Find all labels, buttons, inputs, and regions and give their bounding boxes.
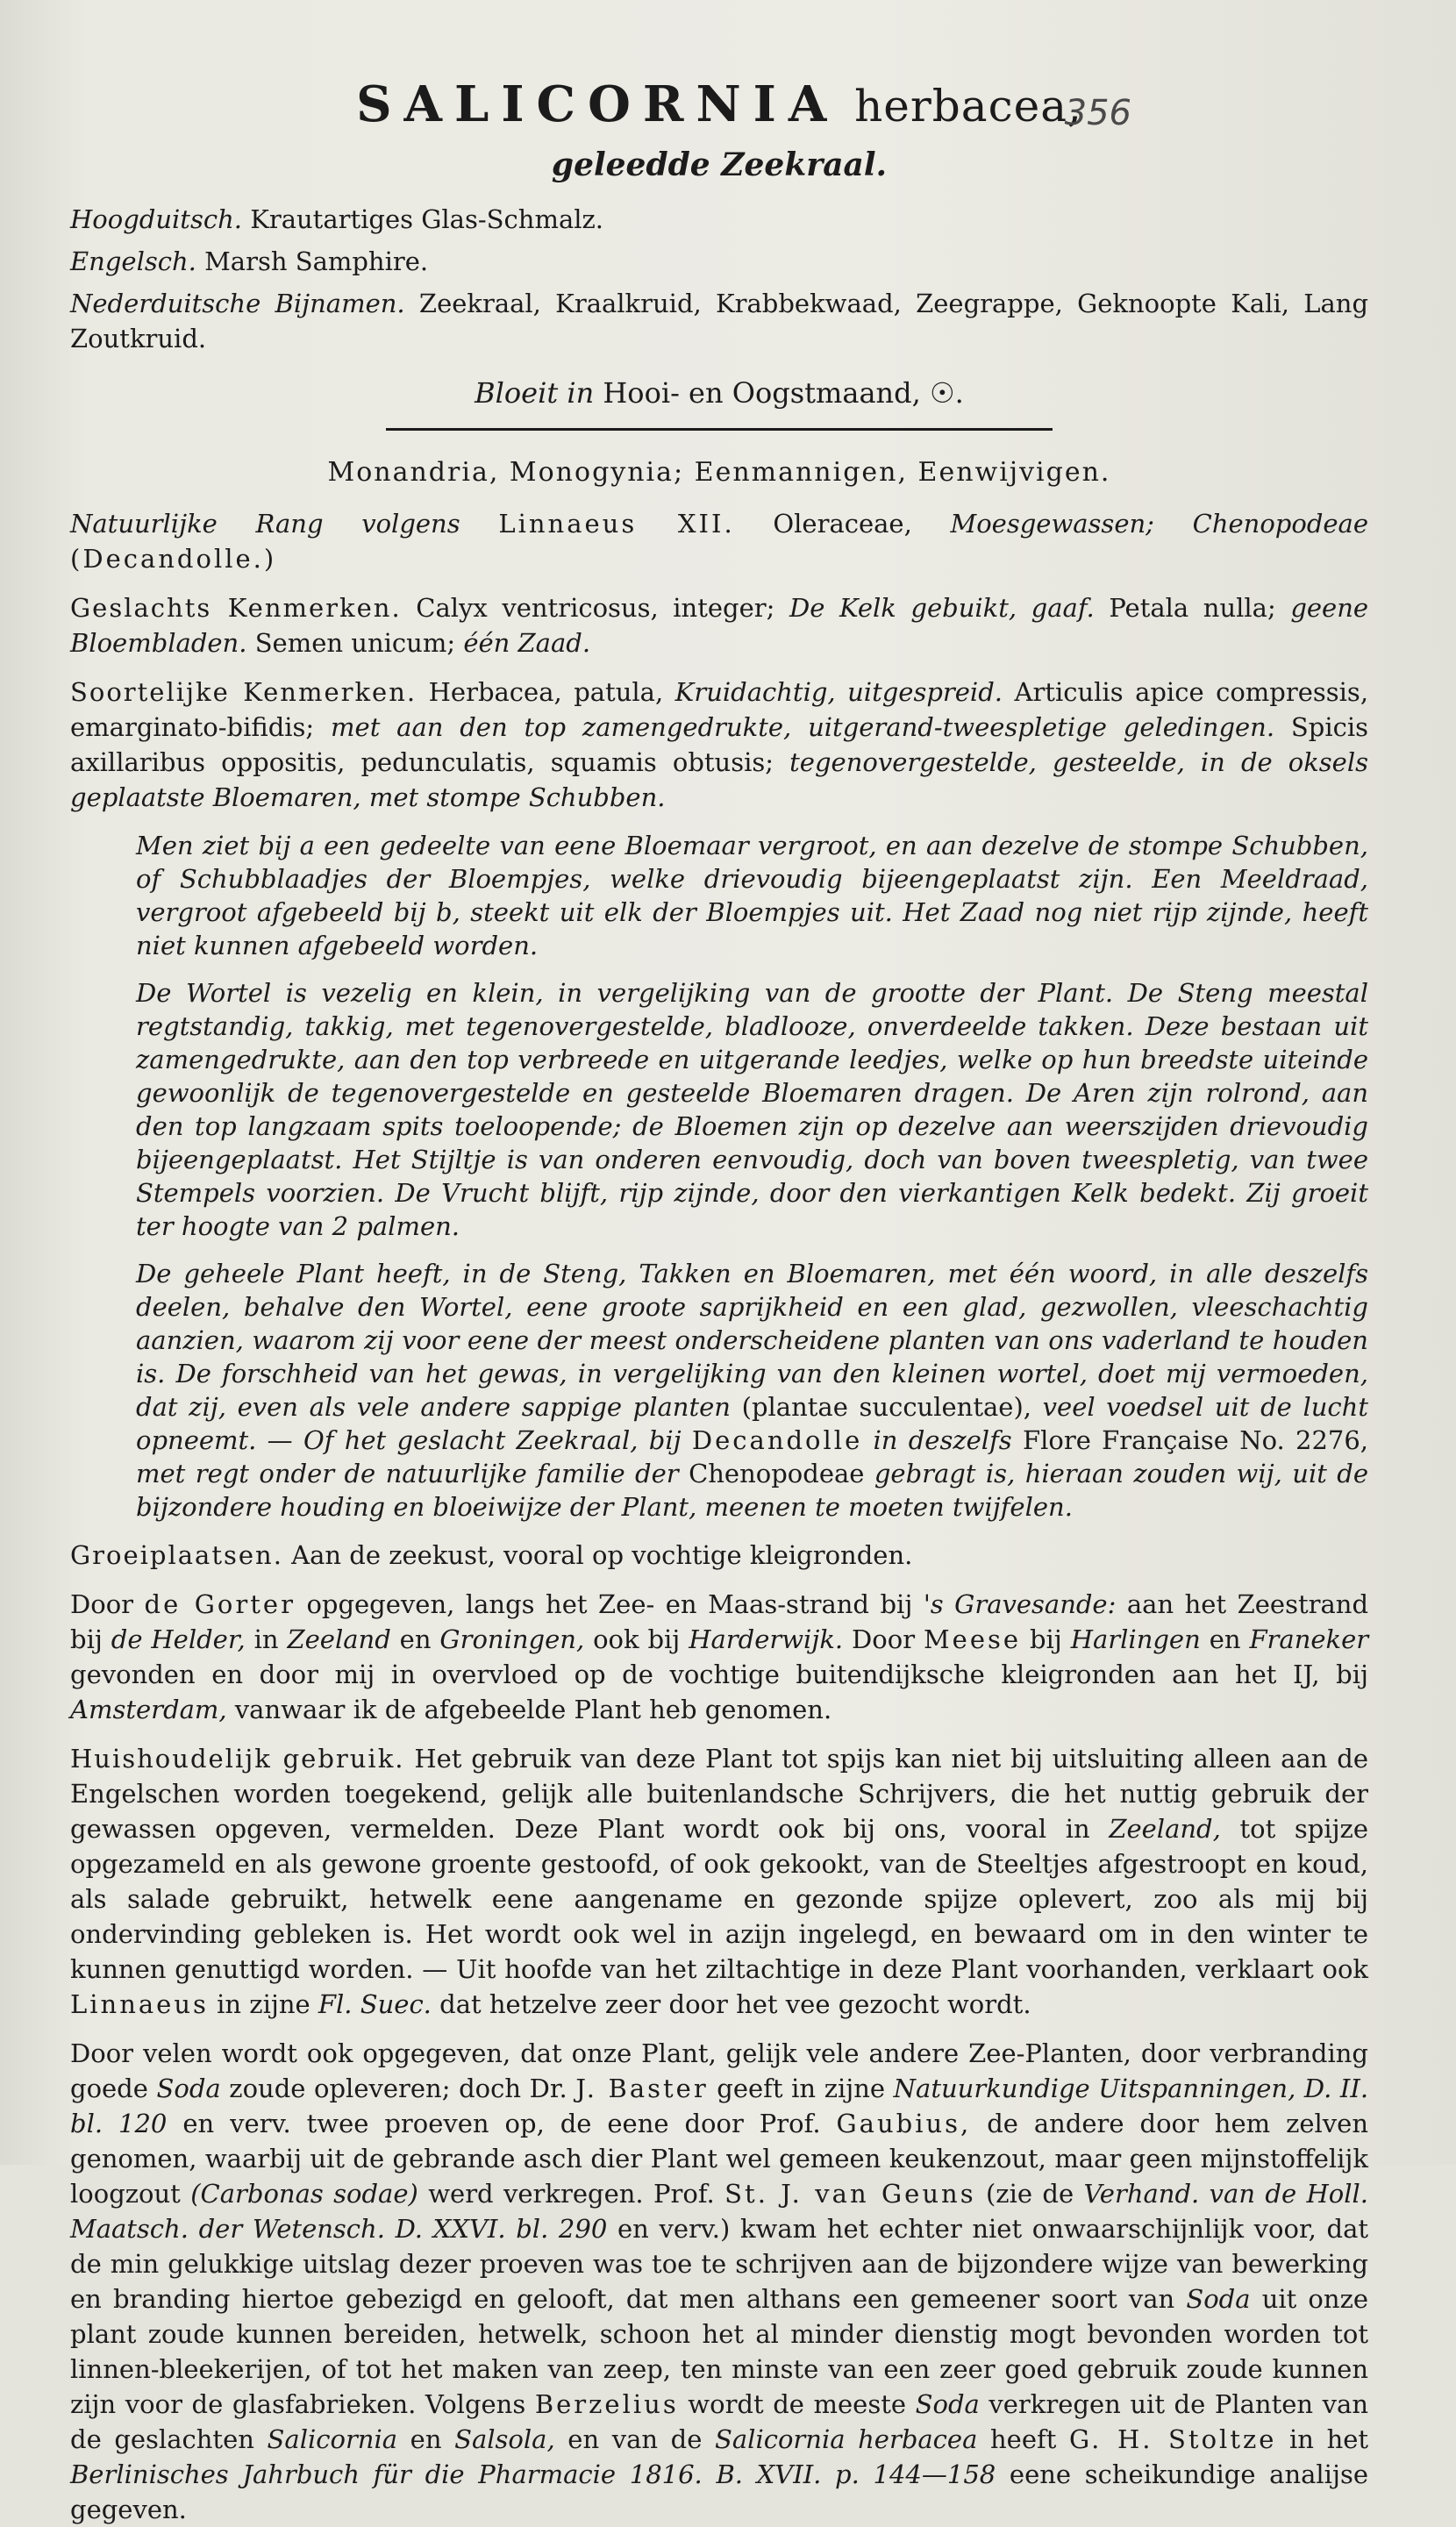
soda-part: en verv. twee proeven op, de eene door Prof.: [182, 2109, 821, 2138]
natural-rank-author: Linnaeus XII.: [498, 509, 735, 539]
soda-part: Salicornia: [267, 2424, 398, 2454]
natural-rank-dutch: Moesgewassen;: [950, 509, 1154, 539]
natural-rank-text: Oleraceae,: [773, 509, 912, 539]
household-part: dat hetzelve zeer door het vee gezocht wordt.: [439, 1989, 1031, 2019]
household-part: Fl. Suec.: [318, 1989, 432, 2019]
soda-part: Soda: [156, 2074, 221, 2103]
soda-part: werd verkregen. Prof.: [428, 2179, 715, 2209]
locality-part: en: [399, 1624, 432, 1654]
genus-char-latin-2: Petala nulla;: [1109, 593, 1276, 623]
note3-part: veel voedsel uit de lucht opneemt. — Of het geslacht Zeekraal, bij: [136, 1392, 1368, 1455]
soda-part: verkregen uit de Planten van de geslachten: [70, 2389, 1369, 2454]
genus-char-latin-3: Semen unicum;: [254, 628, 456, 658]
locality-part: ook bij: [593, 1624, 681, 1654]
locality-part: aan het Zeestrand bij: [70, 1589, 1369, 1654]
soda-part: eene scheikundige analijse gegeven.: [70, 2459, 1368, 2524]
note-plant-description: De Wortel is vezelig en klein, in vergelijking van de grootte der Plant. De Steng meestal regtstandig, takkig, met tegenovergestelde, bladlooze, onverdeelde takken. Deze bestaan uit zamengedrukte, aan den top verbreede en uitgerande leedjes, welke op hun breedste uiteinde gewoonlijk de tegenovergestelde en gesteelde Bloemaren dragen. De Aren zijn rolrond, aan den top langzaam spits toeloopende; de Bloemen zijn op dezelve aan weerszijden drievoudig bijeengeplaatst. Het Stijltje is van onderen eenvoudig, doch van boven tweespletig, van twee Stempels voorzien. De Vrucht blijft, rijp zijnde, door den vierkantigen Kelk bedekt. Zij groeit ter hoogte van 2 palmen.: [136, 978, 1368, 1241]
soda-part: St. J. van Geuns: [724, 2179, 976, 2209]
horizontal-rule: [386, 428, 1053, 431]
page-title: [70, 74, 1368, 137]
household-part: tot spijze opgezameld en als gewone groente gestoofd, of ook gekookt, van de Steeltjes afgestroopt en koud, als salade gebruikt, hetwelk eene aangename en gezonde spijze oplevert, zoo als mij bij ondervinding gebleken is. Het wordt ook wel in azijn ingelegd, en bewaard om in den winter te kunnen genuttigd worden. — Uit hoofde van het ziltachtige in deze Plant voorhanden, verklaart ook: [70, 1814, 1368, 1984]
natural-rank-label: Natuurlijke Rang volgens: [70, 509, 460, 539]
genus-characters-label: Geslachts Kenmerken.: [70, 593, 402, 623]
soda-part: de andere door hem zelven genomen, waarbij uit de gebrande asch dier Plant wel gemeen keukenzout, maar geen mijnstoffelijk loogzout: [70, 2109, 1369, 2209]
soda-part: Door velen wordt ook opgegeven, dat onze Plant, gelijk vele andere Zee-Planten, door verbranding goede: [70, 2038, 1368, 2103]
soda-part: (zie de: [985, 2179, 1074, 2209]
genus-char-dutch-3: één Zaad.: [463, 628, 591, 658]
habitat: [70, 1538, 1368, 1573]
annual-symbol: ☉.: [929, 376, 964, 410]
dutch-common-name: geleedde Zeekraal.: [551, 146, 888, 183]
natural-rank-family: Chenopodeae: [1192, 509, 1368, 539]
species-name: herbacea,: [854, 81, 1082, 132]
locality-part: vanwaar ik de afgebeelde Plant heb genomen.: [234, 1695, 832, 1724]
soda-part: G. H. Stoltze: [1069, 2424, 1277, 2454]
flowering-prefix: Bloeit in: [475, 376, 595, 410]
genus-characters: [70, 590, 1368, 660]
species-char-latin-1: Herbacea, patula,: [428, 677, 664, 707]
locality-part: Franeker: [1249, 1624, 1369, 1654]
species-char-latin-2: Articulis apice compressis, emarginato-bifidis;: [70, 677, 1369, 742]
locality-part: 's Gravesande:: [923, 1589, 1117, 1619]
locality-part: Door: [70, 1589, 134, 1619]
note3-part: Flore Française No. 2276,: [1022, 1425, 1369, 1455]
soda-part: Gaubius,: [836, 2109, 972, 2138]
note3-part: Decandolle: [691, 1425, 863, 1455]
locality-part: Zeeland: [287, 1624, 391, 1654]
locality-part: gevonden en door mij in overvloed op de vochtige buitendijksche kleigronden aan het IJ, bij: [70, 1660, 1368, 1689]
habitat-localities: [70, 1587, 1368, 1727]
locality-part: Door: [852, 1624, 916, 1654]
household-part: Zeeland,: [1109, 1814, 1221, 1844]
note3-part: in deszelfs: [873, 1425, 1012, 1455]
genus-char-latin-1: Calyx ventricosus, integer;: [416, 593, 775, 623]
soda-part: Verhand. van de Holl. Maatsch. der Wetensch. D. XXVI. bl. 290: [70, 2179, 1369, 2244]
species-characters-label: Soortelijke Kenmerken.: [70, 677, 418, 707]
english-name: Marsh Samphire.: [204, 246, 429, 276]
species-char-latin-3: Spicis axillaribus oppositis, pedunculatis, squamis obtusis;: [70, 712, 1368, 777]
english-name-line: [70, 244, 1368, 279]
vernacular-names: [70, 202, 1368, 356]
locality-part: Harderwijk.: [689, 1624, 844, 1654]
species-char-dutch-3: tegenovergestelde, gesteelde, in de oksels geplaatste Bloemaren, met stompe Schubben.: [70, 747, 1368, 812]
german-name-line: [70, 202, 1368, 237]
locality-part: Amsterdam,: [70, 1695, 227, 1724]
locality-part: bij: [1029, 1624, 1062, 1654]
soda-part: (Carbonas sodae): [190, 2179, 418, 2209]
species-char-dutch-2: met aan den top zamengedrukte, uitgerand-tweespletige geledingen.: [331, 712, 1275, 742]
locality-part: de Gorter: [144, 1589, 296, 1619]
soda-part: en verv.) kwam het echter niet onwaarschijnlijk voor, dat de min gelukkige uitslag dezer proeven was toe te schrijven aan de bijzondere wijze van bewerking en branding hiertoe gebezigd en gelooft, dat men althans een gemeener soort van: [70, 2214, 1369, 2314]
locality-part: en: [1209, 1624, 1241, 1654]
locality-part: Meese: [923, 1624, 1022, 1654]
dutch-label: Nederduitsche Bijnamen.: [70, 289, 405, 318]
locality-part: Groningen,: [439, 1624, 585, 1654]
soda-part: en: [410, 2424, 442, 2454]
soda-part: geeft in zijne: [717, 2074, 886, 2103]
soda-part: Berzelius: [534, 2389, 679, 2419]
handwritten-page-number: 356: [1064, 93, 1131, 133]
dutch-names-line: [70, 286, 1368, 356]
soda-part: Soda: [1186, 2284, 1251, 2314]
soda-part: en van de: [567, 2424, 703, 2454]
linnaean-classification: Monandria, Monogynia; Eenmannigen, Eenwijvigen.: [327, 457, 1111, 488]
habitat-label: Groeiplaatsen.: [70, 1540, 283, 1570]
household-part: in zijne: [217, 1989, 310, 2019]
household-part: Linnaeus: [70, 1989, 209, 2019]
soda-part: J. Baster: [575, 2074, 709, 2103]
household-use: [70, 1741, 1368, 2022]
note3-part: met regt onder de natuurlijke familie der: [136, 1459, 679, 1488]
soda-paragraph: [70, 2036, 1368, 2527]
genus-name: SALICORNIA: [356, 75, 839, 133]
genus-char-dutch-1: De Kelk gebuikt, gaaf.: [789, 593, 1095, 623]
note-figure-description: Men ziet bij a een gedeelte van eene Bloemaar vergroot, en aan dezelve de stompe Schubben, of Schubblaadjes der Bloempjes, welke drievoudig bijeengeplaatst zijn. Een Meeldraad, vergroot afgebeeld bij b, steekt uit elk der Bloempjes uit. Het Zaad nog niet rijp zijnde, heeft niet kunnen afgebeeld worden.: [136, 831, 1368, 960]
soda-part: Berlinisches Jahrbuch für die Pharmacie 1816. B. XVII. p. 144—158: [70, 2459, 996, 2489]
soda-part: Salicornia herbacea: [715, 2424, 978, 2454]
dutch-names: Zeekraal, Kraalkruid, Krabbekwaad, Zeegrappe, Geknoopte Kali, Lang Zoutkruid.: [70, 289, 1369, 353]
soda-part: wordt de meeste: [688, 2389, 907, 2419]
english-label: Engelsch.: [70, 246, 196, 276]
soda-part: Natuurkundige Uitspanningen, D. II. bl. 120: [70, 2074, 1369, 2138]
soda-part: uit onze plant zoude kunnen bereiden, hetwelk, schoon het al minder dienstig mogt bevonden worden tot linnen-bleekerijen, of tot het maken van zeep, ten minste van een zeer goed gebruik zoude kunnen zijn voor de glasfabrieken. Volgens: [70, 2284, 1369, 2419]
note3-part: Chenopodeae: [689, 1459, 865, 1488]
german-name: Krautartiges Glas-Schmalz.: [250, 204, 604, 234]
household-part: Het gebruik van deze Plant tot spijs kan niet bij uitsluiting alleen aan de Engelschen worden toegekend, gelijk alle buitenlandsche Schrijvers, die het nuttig gebruik der gewassen opgeven, vermelden. Deze Plant wordt ook bij ons, vooral in: [70, 1744, 1368, 1844]
flowering-time: [70, 375, 1368, 410]
german-label: Hoogduitsch.: [70, 204, 242, 234]
habitat-text: Aan de zeekust, vooral op vochtige kleigronden.: [291, 1540, 913, 1570]
locality-part: Harlingen: [1070, 1624, 1201, 1654]
flowering-months: Hooi- en Oogstmaand,: [603, 376, 921, 410]
natural-rank: [70, 506, 1368, 576]
note3-part: (plantae succulentae),: [741, 1392, 1031, 1422]
note-plant-character: [70, 1257, 1368, 1524]
locality-part: de Helder,: [111, 1624, 246, 1654]
natural-rank-decandolle: (Decandolle.): [70, 544, 277, 574]
note3-part: De geheele Plant heeft, in de Steng, Takken en Bloemaren, met één woord, in alle deszelfs deelen, behalve den Wortel, eene groote saprijkheid en een glad, gezwollen, vleeschachtig aanzien, waarom zij voor eene der meest onderscheidene planten van ons vaderland te houden is. De forschheid van het gewas, in vergelijking van den kleinen wortel, doet mij vermoeden, dat zij, even als vele andere sappige planten: [136, 1259, 1368, 1422]
species-char-dutch-1: Kruidachtig, uitgespreid.: [674, 677, 1003, 707]
locality-part: in: [253, 1624, 279, 1654]
locality-part: opgegeven, langs het Zee- en Maas-strand bij: [306, 1589, 913, 1619]
soda-part: Soda: [915, 2389, 980, 2419]
soda-part: zoude opleveren; doch Dr.: [229, 2074, 567, 2103]
soda-part: heeft: [990, 2424, 1057, 2454]
soda-part: Salsola,: [454, 2424, 555, 2454]
note3-part: gebragt is, hieraan zouden wij, uit de bijzondere houding en bloeiwijze der Plant, meenen te moeten twijfelen.: [136, 1459, 1368, 1522]
household-label: Huishoudelijk gebruik.: [70, 1744, 405, 1774]
soda-part: in het: [1289, 2424, 1369, 2454]
species-characters: [70, 675, 1368, 815]
genus-char-dutch-2: geene Bloembladen.: [70, 593, 1369, 658]
